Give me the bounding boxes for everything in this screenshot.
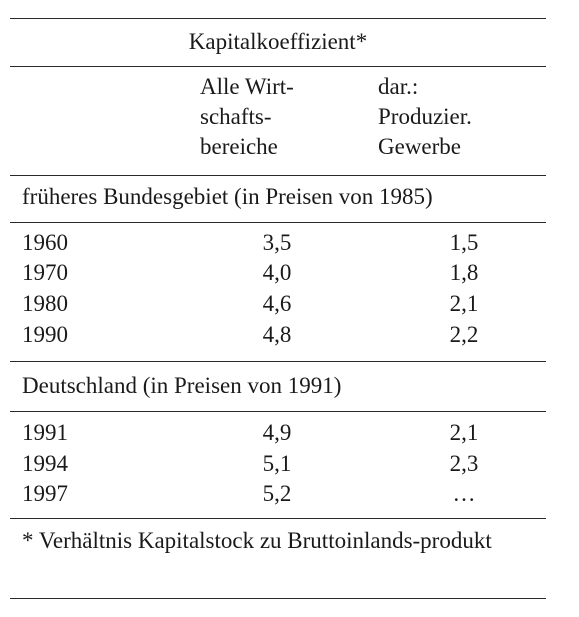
row-value-producing-sector: 2,1: [449, 291, 479, 316]
row-value-all-sectors: 3,5: [262, 230, 292, 255]
row-value-producing-sector: 1,8: [449, 260, 479, 285]
row-value-all-sectors: 4,0: [262, 260, 292, 285]
row-value-producing-sector: …: [452, 481, 476, 506]
rule-under-section-1-rows: [10, 361, 546, 362]
rule-above-footnote: [10, 518, 546, 519]
row-value-all-sectors: 4,9: [262, 420, 292, 445]
section-heading-germany: Deutschland (in Preisen von 1991): [22, 373, 342, 398]
column-header-all-sectors: [200, 72, 294, 162]
rule-under-section-1: [10, 222, 546, 223]
column-header-all-sectors-line-1: Alle Wirt-: [200, 74, 294, 99]
row-year: 1991: [22, 420, 68, 445]
column-header-producing-sector-line-1: dar.:: [378, 74, 419, 99]
row-value-producing-sector: 1,5: [449, 230, 479, 255]
row-value-all-sectors: 4,8: [262, 322, 292, 347]
column-header-all-sectors-line-3: bereiche: [200, 134, 278, 159]
column-header-producing-sector: [378, 72, 472, 162]
row-year: 1960: [22, 230, 68, 255]
rule-under-headers: [10, 175, 546, 176]
row-year: 1997: [22, 481, 68, 506]
column-header-producing-sector-line-2: Produzier.: [378, 104, 472, 129]
row-value-all-sectors: 4,6: [262, 291, 292, 316]
row-value-all-sectors: 5,1: [262, 451, 292, 476]
statistics-table: [10, 0, 546, 617]
column-header-all-sectors-line-2: schafts-: [200, 104, 272, 129]
row-year: 1990: [22, 322, 68, 347]
row-year: 1970: [22, 260, 68, 285]
rule-bottom: [10, 598, 546, 599]
rule-under-section-2: [10, 411, 546, 412]
rule-under-title: [10, 66, 546, 67]
row-value-producing-sector: 2,2: [449, 322, 479, 347]
section-heading-former-federal-territory: früheres Bundesgebiet (in Preisen von 1985): [22, 184, 433, 209]
row-year: 1994: [22, 451, 68, 476]
row-value-all-sectors: 5,2: [262, 481, 292, 506]
row-year: 1980: [22, 291, 68, 316]
table-footnote: * Verhältnis Kapitalstock zu Bruttoinlands-produkt: [22, 528, 492, 553]
rule-top: [10, 18, 546, 19]
table-title: Kapitalkoeffizient*: [188, 29, 368, 54]
column-header-producing-sector-line-3: Gewerbe: [378, 134, 462, 159]
row-value-producing-sector: 2,3: [449, 451, 479, 476]
row-value-producing-sector: 2,1: [449, 420, 479, 445]
